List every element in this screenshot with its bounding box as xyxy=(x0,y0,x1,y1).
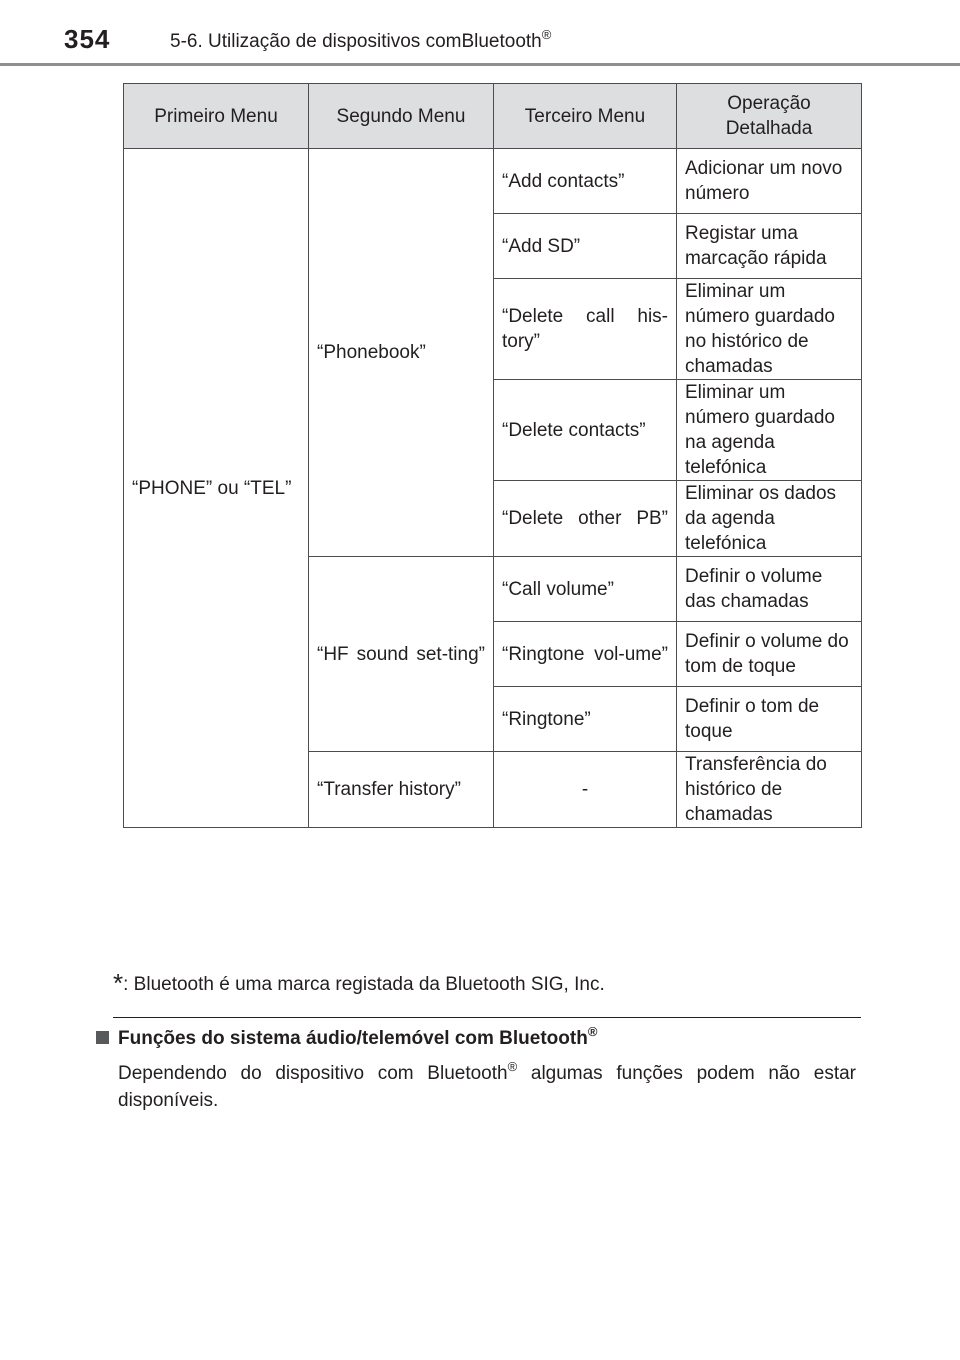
table-header-row xyxy=(124,84,862,149)
col-header-third-menu: Terceiro Menu xyxy=(494,84,677,149)
col-header-first-menu: Primeiro Menu xyxy=(124,84,309,149)
cell-transfer-history: “Transfer history” xyxy=(309,752,494,828)
cell-third-menu: “Delete call his-tory” xyxy=(494,279,677,380)
section-title-text: 5-6. Utilização de dispositivos comBluetooth xyxy=(170,31,542,52)
cell-detail: Eliminar um número guardado no histórico de chamadas xyxy=(677,279,862,380)
cell-detail: Registar uma marcação rápida xyxy=(677,214,862,279)
footnote xyxy=(113,968,605,999)
page-number: 354 xyxy=(64,24,111,54)
cell-third-menu: “Add SD” xyxy=(494,214,677,279)
functions-body xyxy=(118,1060,856,1114)
registered-mark: ® xyxy=(587,1024,598,1039)
section-title xyxy=(170,27,552,53)
page-header xyxy=(0,0,960,70)
cell-first-menu: “PHONE” ou “TEL” xyxy=(124,149,309,828)
footnote-asterisk: * xyxy=(113,968,124,998)
bluetooth-menu-table xyxy=(123,83,862,828)
cell-phonebook: “Phonebook” xyxy=(309,149,494,557)
functions-heading xyxy=(96,1024,598,1050)
table-row xyxy=(124,149,862,214)
cell-detail: Definir o tom de toque xyxy=(677,687,862,752)
cell-detail: Adicionar um novo número xyxy=(677,149,862,214)
cell-detail: Eliminar um número guardado na agenda telefónica xyxy=(677,380,862,481)
cell-detail: Eliminar os dados da agenda telefónica xyxy=(677,481,862,557)
cell-third-menu: “Delete contacts” xyxy=(494,380,677,481)
cell-detail: Definir o volume do tom de toque xyxy=(677,622,862,687)
footnote-text: : Bluetooth é uma marca registada da Bluetooth SIG, Inc. xyxy=(123,974,605,995)
col-header-detailed-operation: Operação Detalhada xyxy=(677,84,862,149)
cell-detail: Definir o volume das chamadas xyxy=(677,557,862,622)
cell-hf-sound: “HF sound set-ting” xyxy=(309,557,494,752)
functions-heading-text: Funções do sistema áudio/telemóvel com Bluetooth xyxy=(118,1028,588,1049)
square-bullet-icon xyxy=(96,1031,109,1044)
cell-third-menu: “Add contacts” xyxy=(494,149,677,214)
registered-mark: ® xyxy=(541,27,552,42)
cell-third-menu: “Delete other PB” xyxy=(494,481,677,557)
col-header-second-menu: Segundo Menu xyxy=(309,84,494,149)
cell-third-menu: “Ringtone” xyxy=(494,687,677,752)
cell-detail: Transferência do histórico de chamadas xyxy=(677,752,862,828)
cell-third-menu: - xyxy=(494,752,677,828)
header-rule xyxy=(0,63,960,66)
functions-body-pre: Dependendo do dispositivo com Bluetooth xyxy=(118,1063,508,1084)
section-divider xyxy=(113,1017,861,1018)
cell-third-menu: “Ringtone vol-ume” xyxy=(494,622,677,687)
registered-mark: ® xyxy=(507,1059,518,1074)
functions-body-post: algumas funções podem não estar disponíveis. xyxy=(118,1063,857,1111)
cell-third-menu: “Call volume” xyxy=(494,557,677,622)
